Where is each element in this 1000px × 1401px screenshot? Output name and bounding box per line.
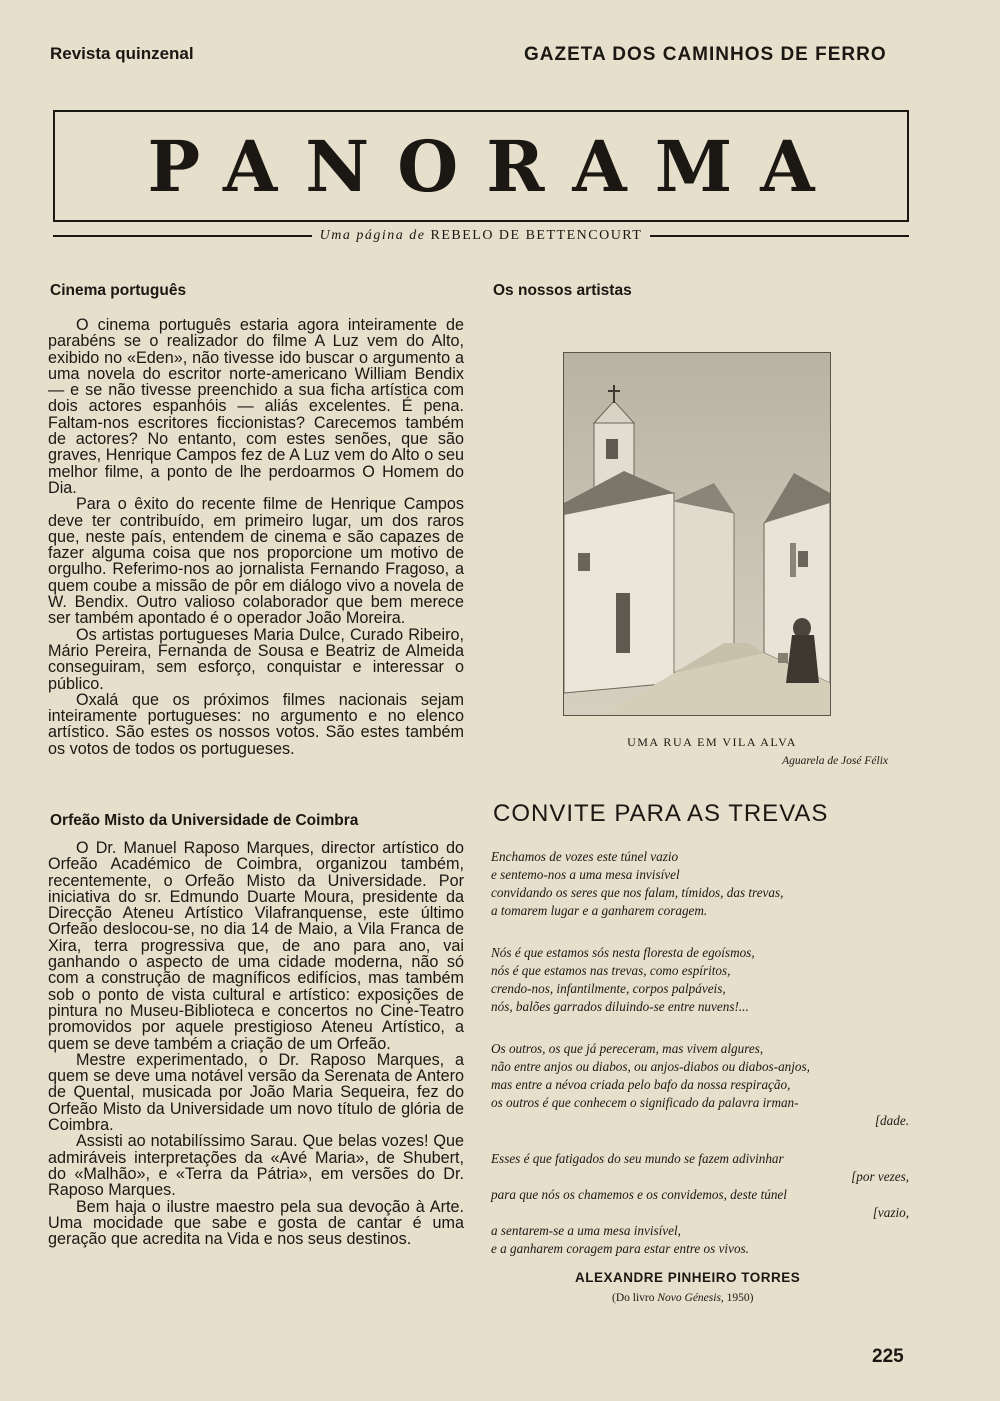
watercolor-illustration <box>563 352 831 716</box>
poem-line: mas entre a névoa criada pelo bafo da nossa respiração, <box>491 1077 791 1092</box>
poem-stanza <box>491 1040 911 1130</box>
byline-author: REBELO DE BETTENCOURT <box>430 228 643 243</box>
artistas-heading: Os nossos artistas <box>493 282 632 299</box>
byline-prefix: Uma página de <box>319 228 426 243</box>
poem-line: e sentemo-nos a uma mesa invisível <box>491 867 680 882</box>
title-box <box>53 110 909 222</box>
poem-line: convidando os seres que nos falam, tímidos, das trevas, <box>491 885 784 900</box>
orfeao-heading: Orfeão Misto da Universidade de Coimbra <box>50 812 359 829</box>
illustration-credit: Aguarela de José Félix <box>782 755 888 767</box>
poem-line: crendo-nos, infantilmente, corpos palpáveis, <box>491 981 726 996</box>
periodicity-label: Revista quinzenal <box>50 44 194 63</box>
poem-line: Enchamos de vozes este túnel vazio <box>491 849 679 864</box>
page-number: 225 <box>872 1346 904 1367</box>
poem-author: ALEXANDRE PINHEIRO TORRES <box>575 1270 801 1285</box>
cinema-paragraph: Os artistas portugueses Maria Dulce, Curado Ribeiro, Mário Pereira, Fernanda de Sousa e Beatriz de Almeida conseguiram, sem esforço, conquistar e interessar o público. <box>48 625 464 693</box>
poem-stanza <box>491 944 911 1016</box>
poem-line: Nós é que estamos sós nesta floresta de egoísmos, <box>491 945 755 960</box>
street-scene-image <box>564 353 830 715</box>
byline-rule-right <box>650 235 909 237</box>
poem-line-continuation: [vazio, <box>872 1205 909 1220</box>
orfeao-article <box>48 840 464 1247</box>
cinema-article <box>48 317 464 757</box>
byline-row <box>53 226 909 246</box>
publication-name: GAZETA DOS CAMINHOS DE FERRO <box>524 44 887 65</box>
poem-body <box>491 848 911 1282</box>
poem-line: os outros é que conhecem o significado da palavra irman- <box>491 1095 799 1110</box>
page-title: PANORAMA <box>147 124 843 208</box>
illustration-caption: UMA RUA EM VILA ALVA <box>627 735 797 749</box>
cinema-paragraph: O cinema português estaria agora inteiramente de parabéns se o realizador do filme A Luz vem do Alto, exibido no «Eden», não tivesse ido buscar o argumento a uma novela do escritor norte-americano William Bendix — e se não tivesse preenchido a sua ficha artística com dois actores espanhóis — aliás excelentes. É pena. Faltam-nos escritores ficcionistas? Carecemos também de actores? No entanto, com estes senões, que são graves, Henrique Campos fez de A Luz vem do Alto o seu melhor filme, a ponto de lhe perdoarmos O Homem do Dia. <box>48 316 464 497</box>
poem-line: a sentarem-se a uma mesa invisível, <box>491 1223 681 1238</box>
cinema-paragraph: Oxalá que os próximos filmes nacionais sejam inteiramente portugueses: no argumento e no elenco artístico. São estes os nossos votos. São estes também os votos de todos os portugueses. <box>48 690 464 758</box>
poem-line: nós é que estamos nas trevas, como espíritos, <box>491 963 731 978</box>
orfeao-paragraph: Mestre experimentado, o Dr. Raposo Marques, a quem se deve uma notável versão da Serenata de Antero de Quental, musicada por João Maria Sequeira, fez do Orfeão Misto da Universidade um novo título de glória de Coimbra. <box>48 1050 464 1135</box>
orfeao-paragraph: Assisti ao notabilíssimo Sarau. Que belas vozes! Que admiráveis interpretações da «Avé Maria», de Shubert, do «Malhão», e «Terra da Pátria», em versões do Dr. Raposo Marques. <box>48 1132 464 1200</box>
poem-stanza <box>491 848 911 920</box>
poem-line-continuation: [dade. <box>874 1113 909 1128</box>
poem-source <box>612 1292 754 1304</box>
poem-line: não entre anjos ou diabos, ou anjos-diabos ou diabos-anjos, <box>491 1059 810 1074</box>
orfeao-paragraph: Bem haja o ilustre maestro pela sua devoção à Arte. Uma mocidade que sabe e gosta de cantar é uma geração que acredita na Vida e nos seus destinos. <box>48 1197 464 1249</box>
poem-line: para que nós os chamemos e os convidemos, deste túnel <box>491 1187 787 1202</box>
poem-line: nós, balões garrados diluindo-se entre nuvens!... <box>491 999 749 1014</box>
cinema-paragraph: Para o êxito do recente filme de Henrique Campos deve ter contribuído, em primeiro lugar, um dos raros que, neste país, entendem de cinema e são capazes de fazer alguma coisa que nos proporcione um motivo de orgulho. Referimo-nos ao jornalista Fernando Fragoso, a quem coube a missão de pôr em diálogo vivo a novela de W. Bendix. Outro valioso colaborador que bem merece ser também apontado é o operador João Moreira. <box>48 495 464 628</box>
poem-line: Esses é que fatigados do seu mundo se fazem adivinhar <box>491 1151 784 1166</box>
poem-line: Os outros, os que já pereceram, mas vivem algures, <box>491 1041 764 1056</box>
poem-line: e a ganharem coragem para estar entre os vivos. <box>491 1241 749 1256</box>
orfeao-paragraph: O Dr. Manuel Raposo Marques, director artístico do Orfeão Académico de Coimbra, organizou também, recentemente, o Orfeão Misto da Universidade. Por iniciativa do sr. Edmundo Duarte Moura, presidente da Direcção Ateneu Artístico Vilafranquense, este último Orfeão deslocou-se, no dia 14 de Maio, a Vila Franca de Xira, terra progressiva que, de ano para ano, vai ganhando o aspecto de uma cidade moderna, não só com a construção de magníficos edifícios, mas também sob o ponto de vista cultural e artístico: exposições de pintura no Museu-Biblioteca e concertos no Cine-Teatro promovidos por aquele prestigioso Ateneu Artístico, a quem se deve também a criação de um Orfeão. <box>48 839 464 1053</box>
cinema-heading: Cinema português <box>50 282 187 299</box>
byline <box>312 228 651 244</box>
poem-line: a tomarem lugar e a ganharem coragem. <box>491 903 708 918</box>
source-prefix: (Do livro <box>612 1292 655 1304</box>
poem-stanza <box>491 1150 911 1258</box>
source-book-title: Novo Génesis, <box>657 1292 724 1304</box>
byline-rule-left <box>53 235 312 237</box>
source-suffix: 1950) <box>726 1292 754 1304</box>
poem-line-continuation: [por vezes, <box>851 1169 909 1184</box>
poem-title: CONVITE PARA AS TREVAS <box>493 800 829 827</box>
